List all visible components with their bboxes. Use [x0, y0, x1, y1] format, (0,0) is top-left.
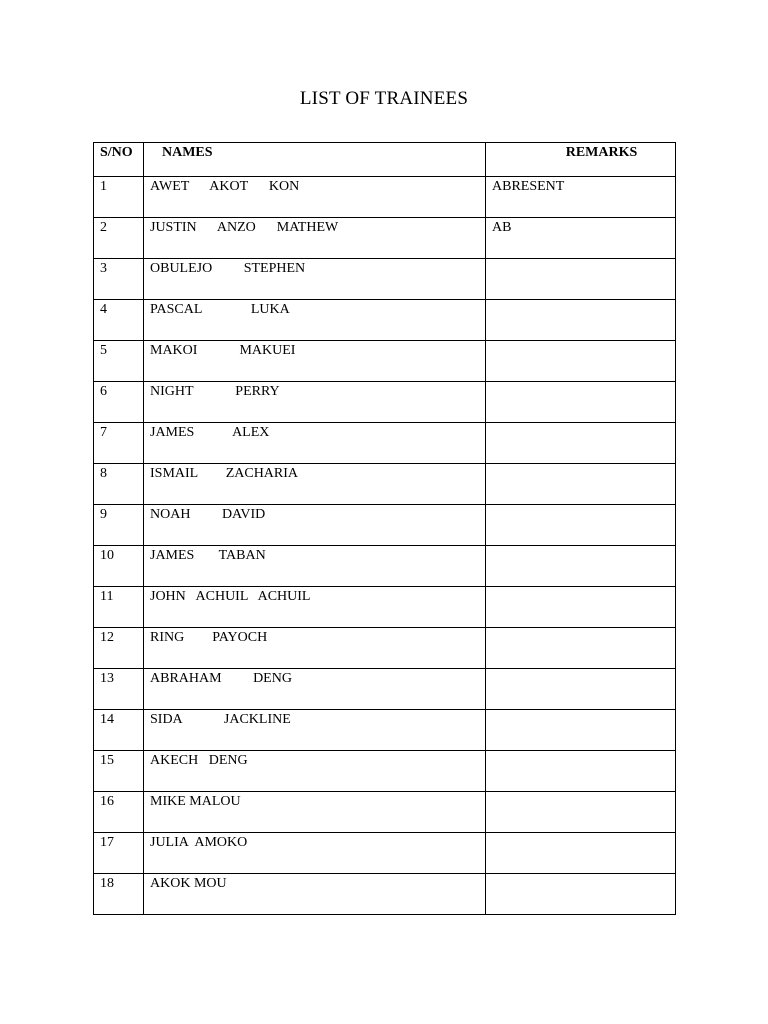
cell-sno: 16: [94, 792, 144, 833]
cell-name: RING PAYOCH: [144, 628, 486, 669]
table-row: [94, 587, 676, 628]
cell-sno: 5: [94, 341, 144, 382]
cell-remark: [486, 382, 676, 423]
cell-name: JOHN ACHUIL ACHUIL: [144, 587, 486, 628]
cell-remark: [486, 710, 676, 751]
cell-name: AKOK MOU: [144, 874, 486, 915]
cell-sno: 3: [94, 259, 144, 300]
cell-remark: AB: [486, 218, 676, 259]
page-title: LIST OF TRAINEES: [299, 88, 469, 109]
table-row: [94, 833, 676, 874]
cell-remark: [486, 874, 676, 915]
cell-sno: 2: [94, 218, 144, 259]
table-row: [94, 669, 676, 710]
table-row: [94, 382, 676, 423]
cell-remark: [486, 464, 676, 505]
cell-remark: [486, 300, 676, 341]
cell-sno: 1: [94, 177, 144, 218]
cell-name: JAMES ALEX: [144, 423, 486, 464]
cell-name: ABRAHAM DENG: [144, 669, 486, 710]
table-row: [94, 792, 676, 833]
cell-name: MIKE MALOU: [144, 792, 486, 833]
cell-name: NOAH DAVID: [144, 505, 486, 546]
cell-sno: 17: [94, 833, 144, 874]
table-row: [94, 874, 676, 915]
cell-sno: 15: [94, 751, 144, 792]
cell-remark: [486, 792, 676, 833]
cell-sno: 11: [94, 587, 144, 628]
cell-name: AWET AKOT KON: [144, 177, 486, 218]
cell-name: JAMES TABAN: [144, 546, 486, 587]
cell-name: ISMAIL ZACHARIA: [144, 464, 486, 505]
cell-name: PASCAL LUKA: [144, 300, 486, 341]
cell-remark: [486, 669, 676, 710]
table-row: [94, 464, 676, 505]
cell-name: MAKOI MAKUEI: [144, 341, 486, 382]
table-row: [94, 751, 676, 792]
cell-sno: 12: [94, 628, 144, 669]
header-sno: S/NO: [94, 143, 144, 177]
cell-remark: [486, 751, 676, 792]
table-row: [94, 710, 676, 751]
cell-sno: 6: [94, 382, 144, 423]
cell-sno: 10: [94, 546, 144, 587]
table-row: [94, 423, 676, 464]
cell-remark: ABRESENT: [486, 177, 676, 218]
cell-remark: [486, 423, 676, 464]
table-row: [94, 341, 676, 382]
cell-name: NIGHT PERRY: [144, 382, 486, 423]
cell-name: SIDA JACKLINE: [144, 710, 486, 751]
table-row: [94, 628, 676, 669]
cell-sno: 18: [94, 874, 144, 915]
cell-sno: 14: [94, 710, 144, 751]
cell-remark: [486, 833, 676, 874]
table-row: [94, 505, 676, 546]
cell-remark: [486, 546, 676, 587]
cell-remark: [486, 628, 676, 669]
cell-name: OBULEJO STEPHEN: [144, 259, 486, 300]
cell-name: JULIA AMOKO: [144, 833, 486, 874]
cell-sno: 7: [94, 423, 144, 464]
table-row: [94, 300, 676, 341]
cell-sno: 9: [94, 505, 144, 546]
table-header-row: [94, 143, 676, 177]
cell-sno: 8: [94, 464, 144, 505]
cell-sno: 4: [94, 300, 144, 341]
cell-remark: [486, 505, 676, 546]
header-remarks: REMARKS: [486, 143, 676, 177]
table-row: [94, 259, 676, 300]
table-row: [94, 177, 676, 218]
cell-remark: [486, 259, 676, 300]
cell-name: JUSTIN ANZO MATHEW: [144, 218, 486, 259]
cell-remark: [486, 341, 676, 382]
cell-name: AKECH DENG: [144, 751, 486, 792]
header-names: NAMES: [144, 143, 486, 177]
cell-remark: [486, 587, 676, 628]
trainees-table: [93, 142, 676, 915]
cell-sno: 13: [94, 669, 144, 710]
table-row: [94, 546, 676, 587]
table-row: [94, 218, 676, 259]
